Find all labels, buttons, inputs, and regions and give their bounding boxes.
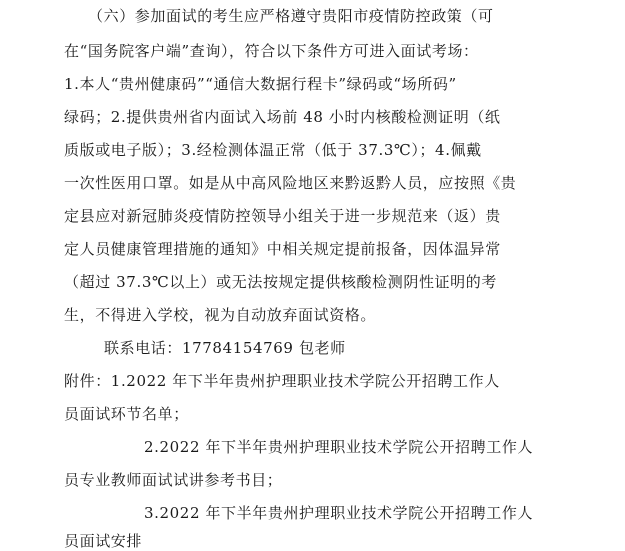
notice-line-10: 生，不得进入学校，视为自动放弃面试资格。 [64, 306, 377, 324]
notice-line-4: 绿码；2.提供贵州省内面试入场前 48 小时内核酸检测证明（纸 [64, 108, 501, 126]
notice-line-3: 1.本人“贵州健康码”“通信大数据行程卡”绿码或“场所码” [64, 75, 457, 93]
notice-line-7: 定县应对新冠肺炎疫情防控领导小组关于进一步规范来（返）贵 [64, 207, 501, 225]
attachment-2-line-1: 2.2022 年下半年贵州护理职业技术学院公开招聘工作人 [144, 438, 534, 456]
notice-line-8: 定人员健康管理措施的通知》中相关规定提前报备，因体温异常 [64, 240, 501, 258]
attachment-3-line-2: 员面试安排 [64, 532, 143, 550]
notice-line-2: 在“国务院客户端”查询），符合以下条件方可进入面试考场： [64, 42, 479, 60]
attachment-1-line-2: 员面试环节名单； [64, 405, 189, 423]
notice-line-1: （六）参加面试的考生应严格遵守贵阳市疫情防控政策（可 [88, 7, 494, 25]
attachment-2-line-2: 员专业教师面试试讲参考书目； [64, 471, 283, 489]
notice-line-6: 一次性医用口罩。如是从中高风险地区来黔返黔人员，应按照《贵 [64, 174, 517, 192]
notice-line-9: （超过 37.3℃以上）或无法按规定提供核酸检测阴性证明的考 [64, 273, 497, 291]
notice-line-5: 质版或电子版）；3.经检测体温正常（低于 37.3℃）；4.佩戴 [64, 141, 482, 159]
attachment-1-line-1: 附件：1.2022 年下半年贵州护理职业技术学院公开招聘工作人 [64, 372, 500, 390]
attachment-3-line-1: 3.2022 年下半年贵州护理职业技术学院公开招聘工作人 [144, 504, 534, 522]
contact-phone: 联系电话：17784154769 包老师 [104, 339, 346, 357]
